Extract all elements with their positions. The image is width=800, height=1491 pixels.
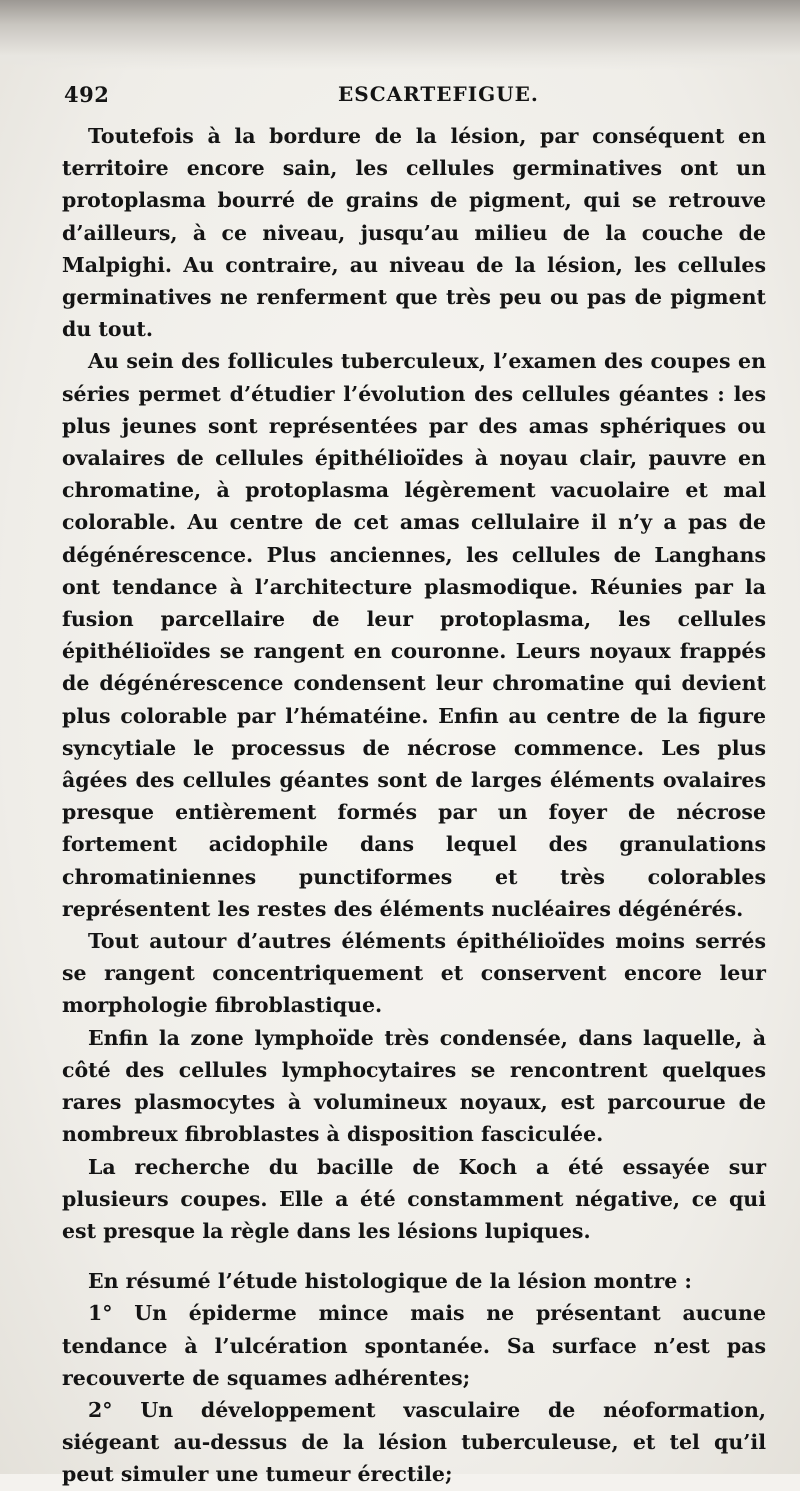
- page-number: 492: [64, 82, 110, 107]
- paragraph-giant-cells: Au sein des follicules tuberculeux, l’examen des coupes en séries permet d’étudier l’évolution des cellules géantes : les plus jeunes sont représentées par des amas sphériques ou ovalaires de cellules épithélioïdes à noyau clair, pauvre en chromatine, à protoplasma légèrement vacuolaire et mal colorable. Au centre de cet amas cellulaire il n’y a pas de dégénérescence. Plus anciennes, les cellules de Langhans ont tendance à l’architecture plasmodique. Réunies par la fusion parcellaire de leur protoplasma, les cellules épithélioïdes se rangent en couronne. Leurs noyaux frappés de dégénérescence condensent leur chromatine qui devient plus colorable par l’hématéine. Enfin au centre de la figure syncytiale le processus de nécrose commence. Les plus âgées des cellules géantes sont de larges éléments ovalaires presque entièrement formés par un foyer de nécrose fortement acidophile dans lequel des granulations chromatiniennes punctiformes et très colorables représentent les restes des éléments nucléaires dégénérés.: [62, 349, 766, 921]
- paragraph-summary-item-1: 1° Un épiderme mince mais ne présentant aucune tendance à l’ulcération spontanée. Sa surface n’est pas recouverte de squames adhérentes;: [62, 1301, 766, 1390]
- page-header: [64, 82, 764, 112]
- paragraph-lymphoid-zone: Enfin la zone lymphoïde très condensée, dans laquelle, à côté des cellules lymphocytaires se rencontrent quelques rares plasmocytes à volumineux noyaux, est parcourue de nombreux fibroblastes à disposition fasciculée.: [62, 1025, 766, 1147]
- running-head: ESCARTEFIGUE.: [338, 82, 539, 106]
- scan-shadow: [0, 0, 800, 70]
- paragraph-pigment: Toutefois à la bordure de la lésion, par conséquent en territoire encore sain, les cellules germinatives ont un protoplasma bourré de grains de pigment, qui se retrouve d’ailleurs, à ce niveau, jusqu’au milieu de la couche de Malpighi. Au contraire, au niveau de la lésion, les cellules germinatives ne renferment que très peu ou pas de pigment du tout.: [62, 124, 766, 342]
- paragraph-koch-bacillus: La recherche du bacille de Koch a été essayée sur plusieurs coupes. Elle a été constamment négative, ce qui est presque la règle dans les lésions lupiques.: [62, 1154, 766, 1243]
- paragraph-summary-intro: En résumé l’étude histologique de la lésion montre :: [88, 1269, 692, 1294]
- paragraph-summary-item-2: 2° Un développement vasculaire de néoformation, siégeant au-dessus de la lésion tuberculeuse, et tel qu’il peut simuler une tumeur érectile;: [62, 1397, 766, 1487]
- paragraph-epithelioid: Tout autour d’autres éléments épithélioïdes moins serrés se rangent concentriquement et conservent encore leur morphologie fibroblastique.: [62, 929, 766, 1018]
- body-text: [62, 120, 766, 1491]
